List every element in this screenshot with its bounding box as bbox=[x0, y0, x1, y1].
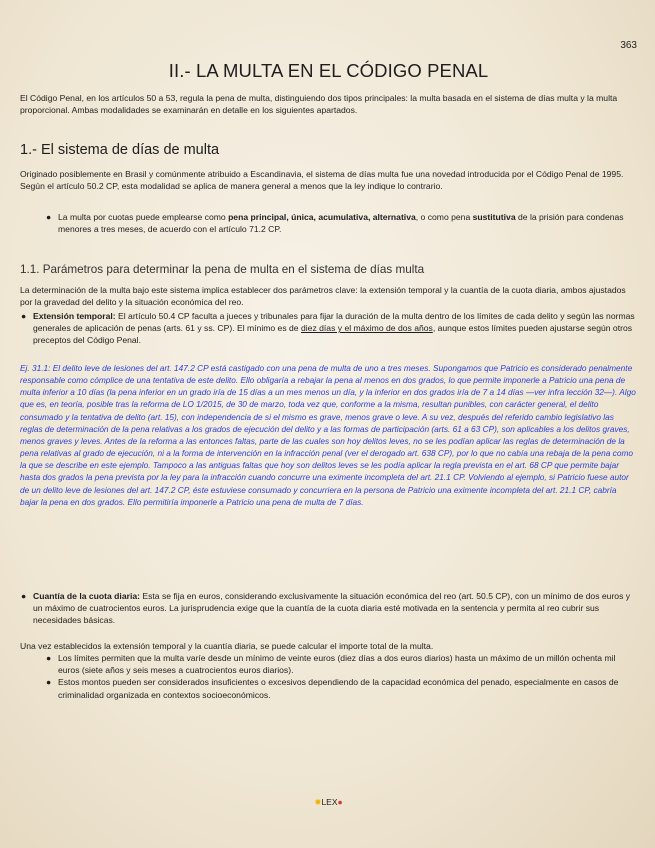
footer-brand: LEX bbox=[321, 797, 338, 807]
list-item: ● Cuantía de la cuota diaria: Esta se fija en euros, considerando exclusivamente la situación económica del reo (art. 50.5 CP), con un mínimo de dos euros y un máximo de cuatrocientos euros. La jurisprudencia exige que la cuantía de la cuota diaria esté motivada en la sentencia y permita al reo cubrir sus necesidades básicas. bbox=[21, 591, 631, 626]
bullet-icon: ● bbox=[21, 591, 27, 601]
drop-icon: ● bbox=[337, 797, 343, 807]
bullet-icon: ● bbox=[21, 311, 27, 321]
footer-logo bbox=[20, 797, 637, 808]
section-1-list bbox=[46, 211, 637, 235]
parameters-list-1 bbox=[21, 310, 637, 347]
closing-list bbox=[46, 652, 637, 701]
list-item: ● La multa por cuotas puede emplearse como pena principal, única, acumulativa, alternativa, o como pena sustitutiva de la prisión para condenas menores a tres meses, de acuerdo con el artículo 71.2 CP. bbox=[46, 212, 624, 235]
section-1-paragraph: Originado posiblemente en Brasil y comúnmente atribuido a Escandinavia, el sistema de días multa fue una novedad introducida por el Código Penal de 1995. Según el artículo 50.2 CP, esta modalidad se aplica de manera general a menos que la ley indique lo contrario. bbox=[20, 169, 624, 192]
subsection-paragraph: La determinación de la multa bajo este sistema implica establecer dos parámetros clave: la extensión temporal y la cuantía de la cuota diaria, ambos ajustados por la gravedad del delito y la situación económica del reo. bbox=[20, 285, 626, 308]
closing-paragraph: Una vez establecidos la extensión temporal y la cuantía diaria, se puede calcular el importe total de la multa. bbox=[20, 641, 434, 651]
bullet-icon: ● bbox=[46, 212, 52, 222]
list-item: ● Estos montos pueden ser considerados insuficientes o excesivos dependiendo de la capacidad económica del penado, especialmente en casos de criminalidad organizada en contextos socioeconómicos. bbox=[46, 677, 619, 700]
list-item: ● Extensión temporal: El artículo 50.4 CP faculta a jueces y tribunales para fijar la duración de la multa dentro de los límites de cada delito y según las normas generales de aplicación de penas (arts. 61 y ss. CP). El mínimo es de diez días y el máximo de dos años, aunque estos límites pueden ajustarse según otros preceptos del Código Penal. bbox=[21, 311, 635, 346]
section-heading-1: 1.- El sistema de días de multa bbox=[20, 142, 220, 158]
parameters-list-2 bbox=[21, 590, 637, 627]
list-item: ● Los límites permiten que la multa varíe desde un mínimo de veinte euros (diez días a dos euros diarios) hasta un máximo de un millón ochenta mil euros (siete años y seis meses a cuatrocientos euros diarios). bbox=[46, 653, 616, 676]
bullet-icon: ● bbox=[46, 677, 52, 688]
subsection-heading-1-1: 1.1. Parámetros para determinar la pena de multa en el sistema de días multa bbox=[20, 263, 425, 276]
page-title: II.- LA MULTA EN EL CÓDIGO PENAL bbox=[168, 60, 489, 81]
intro-paragraph: El Código Penal, en los artículos 50 a 53, regula la pena de multa, distinguiendo dos tipos principales: la multa basada en el sistema de días multa y la multa proporcional. Ambas modalidades se examinarán en detalle en los siguientes apartados. bbox=[20, 93, 618, 116]
bullet-icon: ● bbox=[46, 653, 52, 663]
sun-icon: ✹ bbox=[314, 797, 322, 807]
example-31-1: Ej. 31.1: El delito leve de lesiones del art. 147.2 CP está castigado con una pena de multa de uno a tres meses. Supongamos que Patricio es considerado penalmente responsable como cómplice de una tentativa de este delito. Ello obligaría a rebajar la pena al menos en dos grados, lo que permite imponerle a Patricio una pena de multa inferior a 10 días (la pena inferior en un grado iría de 15 días a un mes menos un día, y la inferior en dos grados iría de 7 a 14 días —ver infra lección 32—). Algo que es, en teoría, posible tras la reforma de LO 1/2015, de 30 de marzo, toda vez que, conforme a la misma, resultan punibles, con carácter general, el delito consumado y la tentativa de delito (art. 15), con independencia de si el mismo es grave, menos grave o leve. A su vez, después del referido cambio legislativo las reglas de determinación de la pena relativas a los grados de ejecución del delito y a las formas de participación (arts. 61 a 63 CP), son aplicables a los delitos graves, menos graves y leves. Antes de la reforma a las entonces faltas, parte de las cuales son hoy delitos leves, no se les podían aplicar las reglas de determinación de la pena relativas al grado de ejecución, ni a la forma de intervención en la infracción penal (ver el derogado art. 638 CP), por lo que no cabía una rebaja de la pena como la que se describe en este ejemplo. Tampoco a las antiguas faltas que hoy son delitos leves se les podía aplicar la regla prevista en el art. 68 CP que permite bajar hasta dos grados la pena prevista por la ley para la infracción cuando concurre una eximente incompleta del art. 21.1 CP. Volviendo al ejemplo, si Patricio fuese autor de un delito leve de lesiones del art. 147.2 CP, éste estuviese consumado y concurriera en la persona de Patricio una eximente incompleta del art. 21.1 CP, cabría bajar la pena en dos grados. Ello permitiría imponerle a Patricio una pena de multa de 7 días. bbox=[20, 363, 636, 507]
page-number: 363 bbox=[620, 40, 637, 51]
